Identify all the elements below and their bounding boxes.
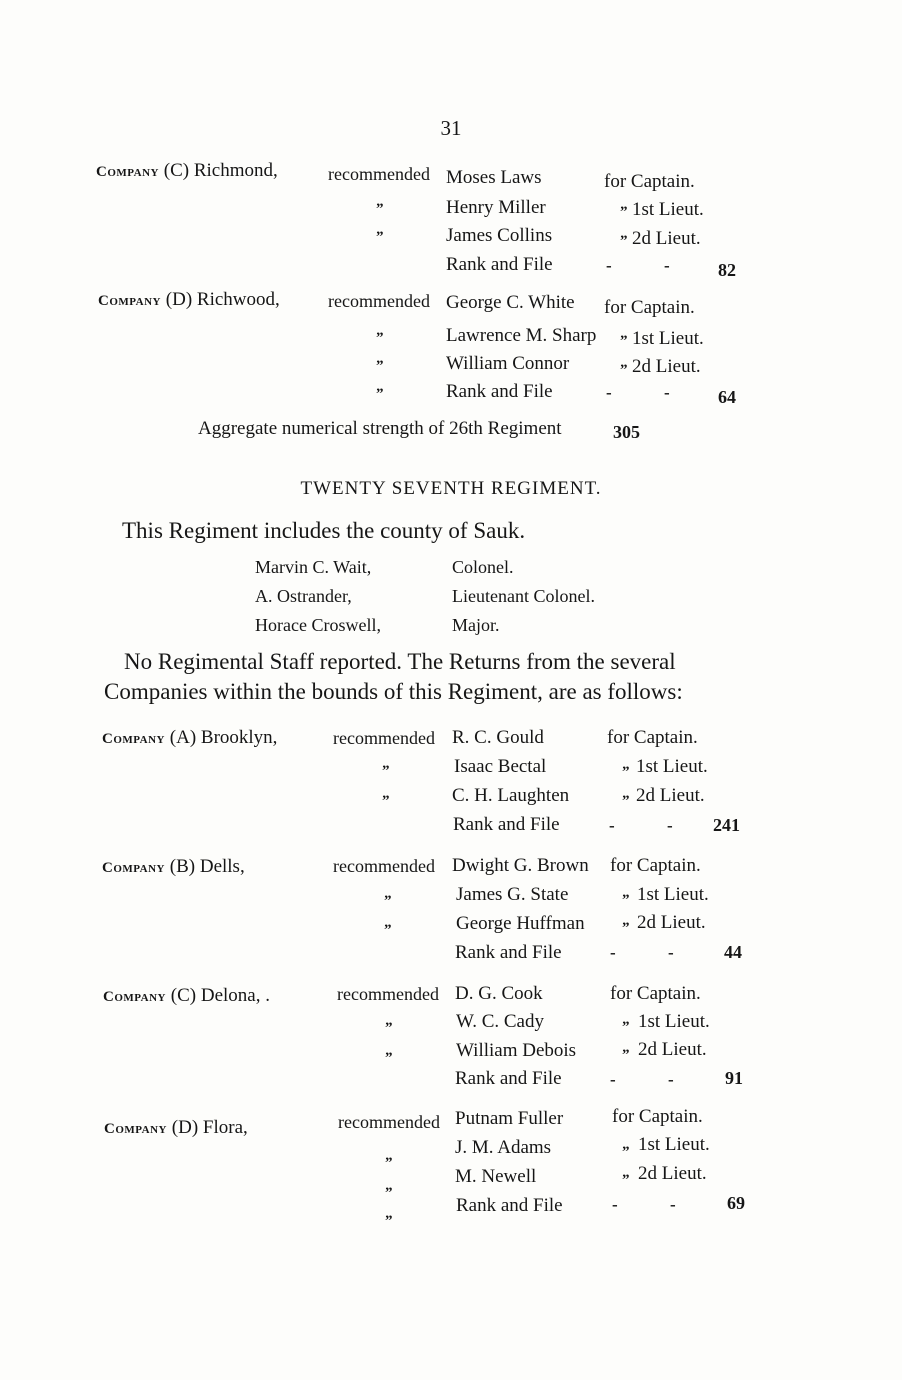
officer-name: J. M. Adams — [455, 1137, 552, 1158]
ditto-mark: ” — [620, 233, 628, 249]
company-label — [102, 856, 245, 878]
company-designation: (C) Richmond, — [163, 160, 278, 181]
officer-name: Putnam Fuller — [455, 1108, 564, 1129]
officer-rank: for Captain. — [607, 727, 698, 748]
company-label — [98, 289, 280, 311]
company-word: Company — [98, 293, 162, 309]
dash: - — [667, 816, 673, 835]
rank-and-file-count: 69 — [727, 1193, 745, 1213]
rank-and-file-count: 91 — [725, 1068, 743, 1088]
dash: - — [609, 816, 615, 835]
field-officer-name: Horace Croswell, — [255, 615, 381, 635]
recommended-label: recommended — [337, 984, 439, 1004]
officer-name: William Connor — [446, 353, 570, 374]
dash: - — [606, 383, 612, 402]
dash: - — [610, 943, 616, 962]
officer-name: Lawrence M. Sharp — [446, 325, 597, 346]
company-word: Company — [102, 860, 166, 876]
officer-name: C. H. Laughten — [452, 785, 570, 806]
field-officer-name: A. Ostrander, — [255, 586, 352, 606]
dash: - — [668, 1070, 674, 1089]
staff-note-line-2: Companies within the bounds of this Regiment, are as follows: — [104, 679, 683, 704]
officer-rank: for Captain. — [604, 171, 695, 192]
officer-rank: 2d Lieut. — [632, 356, 701, 377]
regiment-intro: This Regiment includes the county of Sauk. — [122, 518, 526, 543]
rank-and-file-count: 241 — [713, 815, 740, 835]
officer-name: W. C. Cady — [456, 1011, 544, 1032]
officer-rank: 1st Lieut. — [638, 1011, 710, 1032]
rank-and-file-label: Rank and File — [453, 814, 560, 835]
company-designation: (A) Brooklyn, — [169, 727, 278, 748]
officer-name: James Collins — [446, 225, 553, 246]
dash: - — [670, 1195, 676, 1214]
ditto-mark: ” — [622, 793, 630, 809]
officer-rank: 1st Lieut. — [632, 199, 704, 220]
aggregate-label: Aggregate numerical strength of 26th Regiment — [198, 418, 562, 439]
officer-rank: 2d Lieut. — [636, 785, 705, 806]
dash: - — [668, 943, 674, 962]
officer-name: George C. White — [446, 292, 575, 313]
recommended-label: recommended — [333, 856, 435, 876]
company-designation: (B) Dells, — [169, 856, 245, 877]
ditto-mark: ” — [376, 386, 384, 402]
recommended-label: recommended — [333, 728, 435, 748]
field-officer-title: Colonel. — [452, 557, 514, 577]
rank-and-file-count: 82 — [718, 260, 736, 280]
recommended-label: recommended — [338, 1112, 440, 1132]
field-officer-name: Marvin C. Wait, — [255, 557, 372, 577]
ditto-mark: ” — [385, 1050, 393, 1066]
rank-and-file-label: Rank and File — [446, 381, 553, 402]
ditto-mark: ” — [385, 1185, 393, 1201]
company-word: Company — [103, 989, 167, 1005]
company-word: Company — [102, 731, 166, 747]
ditto-mark: ” — [620, 204, 628, 220]
ditto-mark: ” — [385, 1020, 393, 1036]
officer-name: R. C. Gould — [452, 727, 544, 748]
officer-name: William Debois — [456, 1040, 577, 1061]
ditto-mark: ” — [622, 1047, 630, 1063]
ditto-mark: ” — [376, 330, 384, 346]
field-officer-title: Major. — [452, 615, 500, 635]
ditto-mark: ” — [620, 362, 628, 378]
ditto-mark: ” — [622, 892, 630, 908]
ditto-mark: ” — [620, 333, 628, 349]
officer-name: George Huffman — [456, 913, 585, 934]
company-label — [102, 727, 277, 749]
officer-rank: for Captain. — [604, 297, 695, 318]
company-word: Company — [96, 164, 160, 180]
ditto-mark: ” — [622, 1019, 630, 1035]
rank-and-file-label: Rank and File — [456, 1195, 563, 1216]
company-label — [104, 1117, 248, 1139]
ditto-mark: ” — [622, 920, 630, 936]
officer-name: Dwight G. Brown — [452, 855, 589, 876]
staff-note-line-1: No Regimental Staff reported. The Returns from the several — [124, 649, 676, 674]
page-number: 31 — [440, 116, 462, 140]
company-label — [103, 985, 270, 1007]
officer-rank: 1st Lieut. — [636, 756, 708, 777]
field-officer-title: Lieutenant Colonel. — [452, 586, 595, 606]
company-word: Company — [104, 1121, 168, 1137]
dash: - — [606, 256, 612, 275]
officer-rank: for Captain. — [610, 983, 701, 1004]
rank-and-file-count: 44 — [724, 942, 742, 962]
officer-name: James G. State — [456, 884, 569, 905]
officer-name: Moses Laws — [446, 167, 542, 188]
ditto-mark: ” — [382, 763, 390, 779]
dash: - — [610, 1070, 616, 1089]
rank-and-file-label: Rank and File — [455, 1068, 562, 1089]
ditto-mark: ” — [382, 793, 390, 809]
officer-rank: 1st Lieut. — [632, 328, 704, 349]
ditto-mark: ” — [376, 201, 384, 217]
officer-rank: 1st Lieut. — [638, 1134, 710, 1155]
dash: - — [612, 1195, 618, 1214]
officer-rank: for Captain. — [612, 1106, 703, 1127]
section-heading: TWENTY SEVENTH REGIMENT. — [300, 478, 602, 499]
dash: - — [664, 256, 670, 275]
company-designation: (D) Richwood, — [165, 289, 280, 310]
rank-and-file-count: 64 — [718, 387, 736, 407]
company-label — [96, 160, 278, 182]
recommended-label: recommended — [328, 291, 430, 311]
company-designation: (D) Flora, — [171, 1117, 248, 1138]
officer-name: Henry Miller — [446, 197, 546, 218]
ditto-mark: ” — [622, 1172, 630, 1188]
ditto-mark: ” — [384, 893, 392, 909]
ditto-mark: ” — [385, 1155, 393, 1171]
ditto-mark: ” — [622, 1144, 630, 1160]
dash: - — [664, 383, 670, 402]
aggregate-value: 305 — [613, 422, 640, 442]
ditto-mark: ” — [384, 922, 392, 938]
officer-rank: 2d Lieut. — [638, 1163, 707, 1184]
officer-rank: 2d Lieut. — [638, 1039, 707, 1060]
officer-rank: for Captain. — [610, 855, 701, 876]
company-designation: (C) Delona, . — [170, 985, 270, 1006]
ditto-mark: ” — [385, 1213, 393, 1229]
officer-name: M. Newell — [455, 1166, 537, 1187]
officer-name: D. G. Cook — [455, 983, 543, 1004]
officer-rank: 1st Lieut. — [637, 884, 709, 905]
rank-and-file-label: Rank and File — [455, 942, 562, 963]
ditto-mark: ” — [376, 358, 384, 374]
officer-name: Isaac Bectal — [454, 756, 547, 777]
ditto-mark: ” — [376, 229, 384, 245]
officer-rank: 2d Lieut. — [637, 912, 706, 933]
ditto-mark: ” — [622, 764, 630, 780]
recommended-label: recommended — [328, 164, 430, 184]
officer-rank: 2d Lieut. — [632, 228, 701, 249]
rank-and-file-label: Rank and File — [446, 254, 553, 275]
